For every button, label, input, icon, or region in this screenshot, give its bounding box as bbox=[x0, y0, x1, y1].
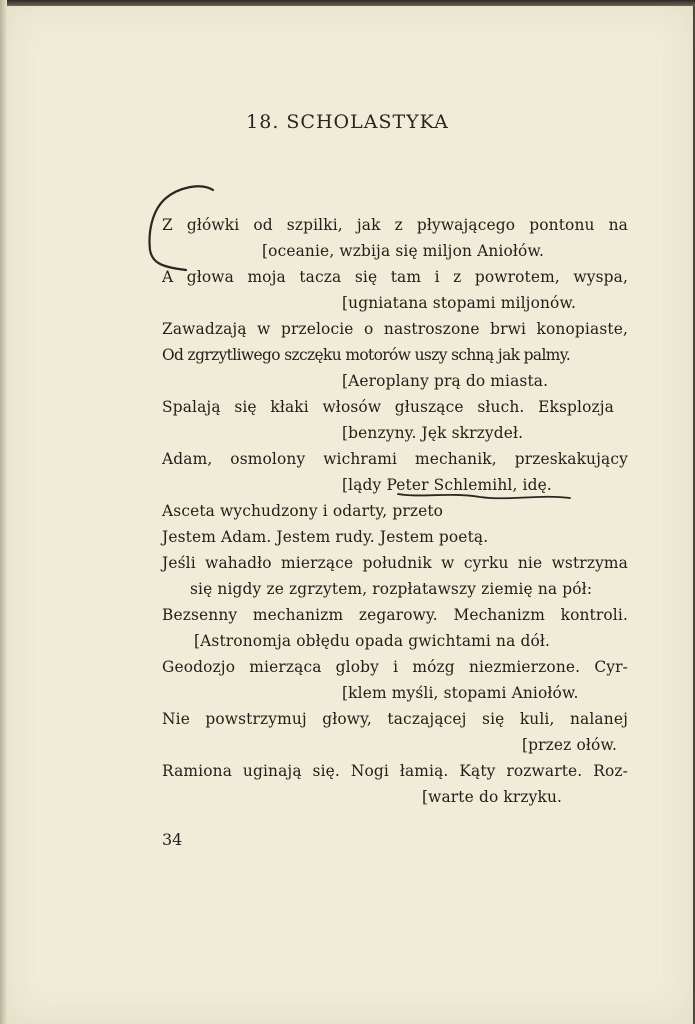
poem-line: Adam, osmolony wichrami mechanik, przeskakujący bbox=[162, 450, 628, 468]
page-number: 34 bbox=[162, 830, 183, 849]
poem-line: Asceta wychudzony i odarty, przeto bbox=[162, 502, 444, 520]
poem-line: Jestem Adam. Jestem rudy. Jestem poetą. bbox=[162, 528, 489, 546]
page-left-edge bbox=[0, 0, 7, 1024]
poem-line: [benzyny. Jęk skrzydeł. bbox=[342, 424, 524, 442]
poem-line: [oceanie, wzbija się miljon Aniołów. bbox=[262, 242, 545, 260]
poem-line: [lądy Peter Schlemihl, idę. bbox=[342, 476, 552, 494]
poem-line: Z główki od szpilki, jak z pływającego pontonu na bbox=[162, 216, 628, 234]
page-top-edge bbox=[0, 0, 695, 6]
poem-line: Jeśli wahadło mierzące południk w cyrku nie wstrzyma bbox=[162, 554, 628, 572]
poem-line: się nigdy ze zgrzytem, rozpłatawszy ziemię na pół: bbox=[190, 580, 593, 598]
poem-line: [ugniatana stopami miljonów. bbox=[342, 294, 576, 312]
poem-title: 18. SCHOLASTYKA bbox=[246, 111, 449, 133]
poem-line: A głowa moja tacza się tam i z powrotem, wyspa, bbox=[162, 268, 628, 286]
poem-line: [Aeroplany prą do miasta. bbox=[342, 372, 549, 390]
poem-line: Od zgrzytliwego szczęku motorów uszy schną jak palmy. bbox=[162, 346, 571, 364]
poem-line: [klem myśli, stopami Aniołów. bbox=[342, 684, 579, 702]
poem-line: Geodozjo mierząca globy i mózg niezmierzone. Cyr- bbox=[162, 658, 628, 676]
poem-line: Nie powstrzymuj głowy, taczającej się kuli, nalanej bbox=[162, 710, 628, 728]
poem-line: Ramiona uginają się. Nogi łamią. Kąty rozwarte. Roz- bbox=[162, 762, 628, 780]
poem-line: [warte do krzyku. bbox=[422, 788, 563, 806]
poem-line: [Astronomja obłędu opada gwichtami na dół. bbox=[194, 632, 551, 650]
poem-line: [przez ołów. bbox=[522, 736, 617, 754]
poem-line: Zawadzają w przelocie o nastroszone brwi konopiaste, bbox=[162, 320, 628, 338]
poem-line: Spalają się kłaki włosów głuszące słuch. Eksplozja bbox=[162, 398, 614, 416]
poem-line: Bezsenny mechanizm zegarowy. Mechanizm kontroli. bbox=[162, 606, 628, 624]
